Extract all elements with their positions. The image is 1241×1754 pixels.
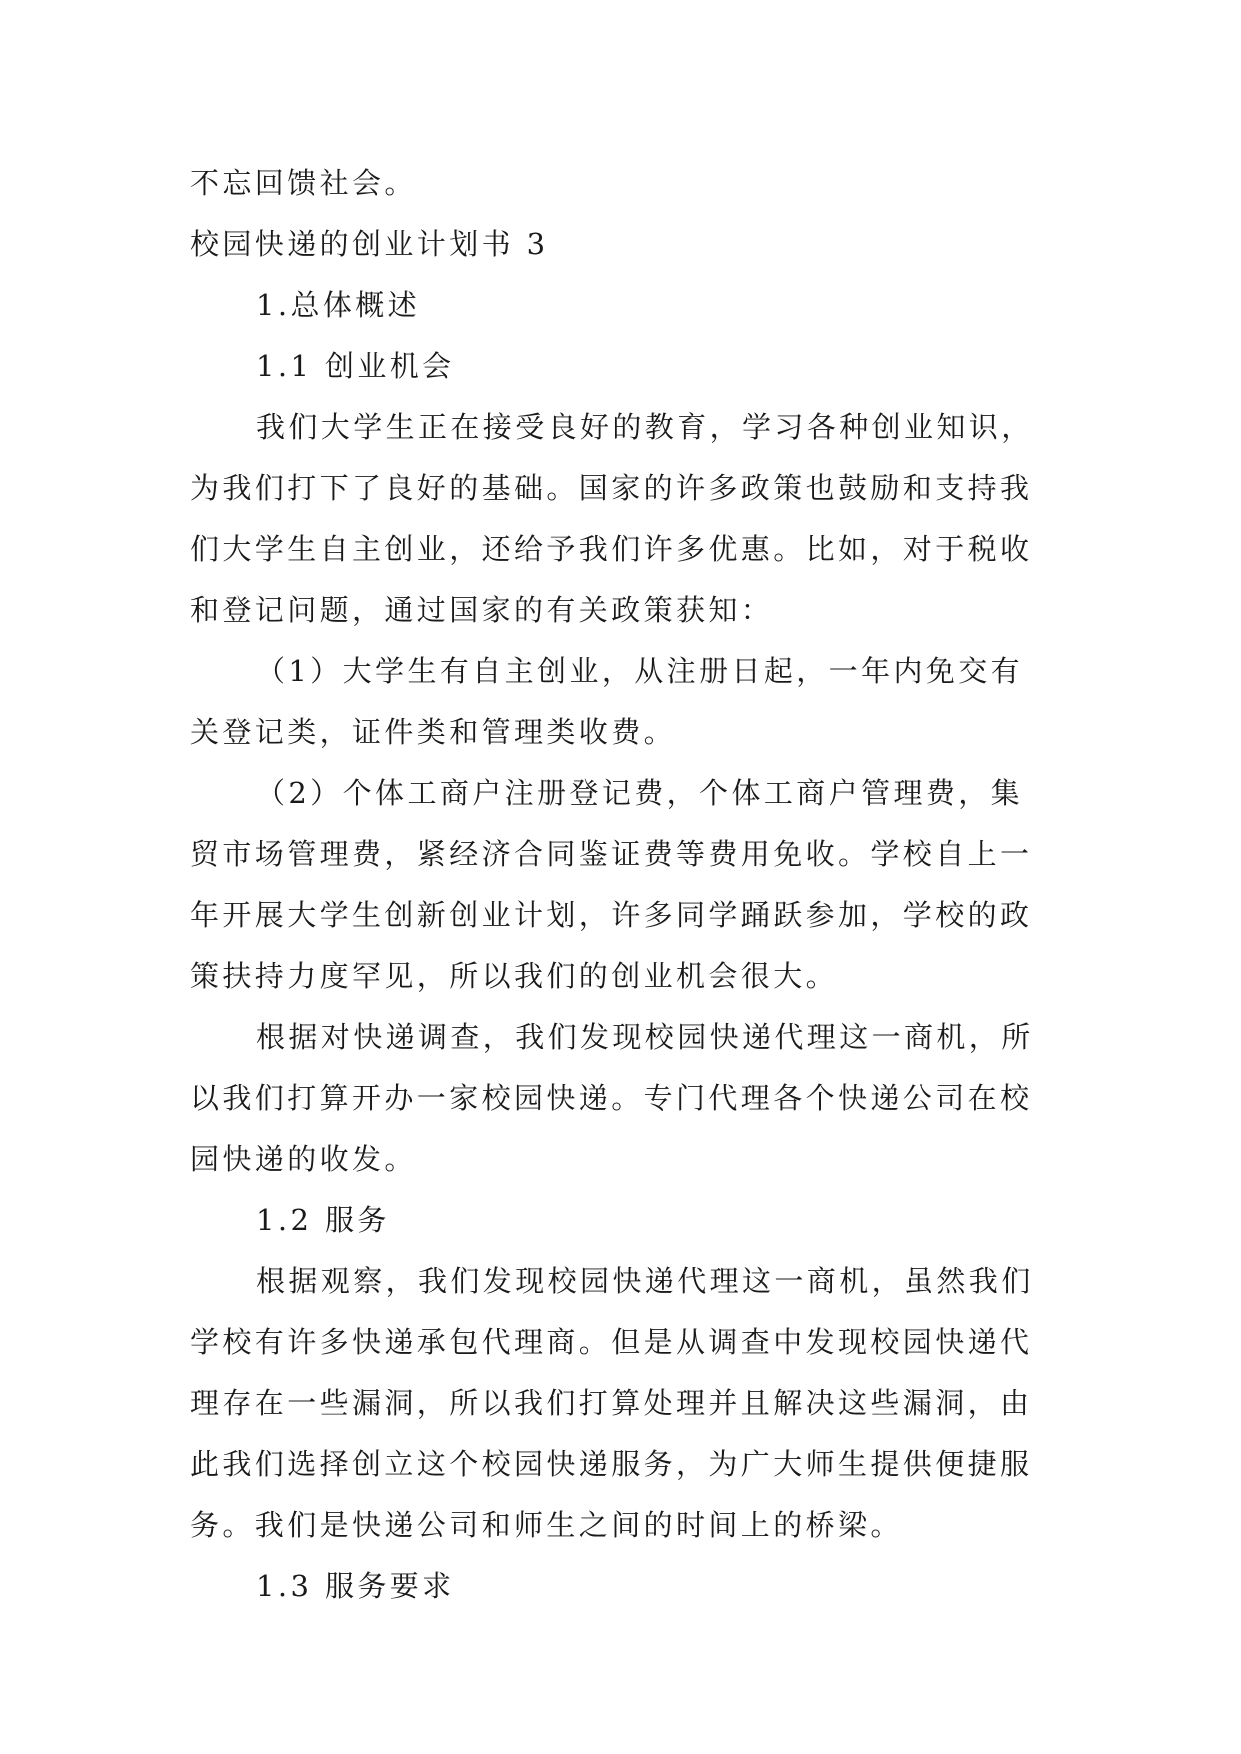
section-title: 校园快递的创业计划书 3 — [190, 227, 549, 261]
list-item-line: 贸市场管理费，紧经济合同鉴证费等费用免收。学校自上一 — [190, 837, 1033, 871]
text-line: 不忘回馈社会。 — [190, 166, 417, 200]
paragraph-line: 根据对快递调查，我们发现校园快递代理这一商机，所 — [256, 1020, 1034, 1054]
paragraph-line: 以我们打算开办一家校园快递。专门代理各个快递公司在校 — [190, 1081, 1033, 1115]
list-item-line: 策扶持力度罕见，所以我们的创业机会很大。 — [190, 959, 839, 993]
paragraph-line: 园快递的收发。 — [190, 1142, 417, 1176]
heading-opportunity: 1.1 创业机会 — [256, 349, 455, 383]
paragraph-line: 学校有许多快递承包代理商。但是从调查中发现校园快递代 — [190, 1325, 1033, 1359]
paragraph-line: 务。我们是快递公司和师生之间的时间上的桥梁。 — [190, 1508, 903, 1542]
heading-overview: 1.总体概述 — [256, 288, 421, 322]
paragraph-line: 我们大学生正在接受良好的教育，学习各种创业知识， — [256, 410, 1034, 444]
paragraph-line: 和登记问题，通过国家的有关政策获知： — [190, 593, 774, 627]
list-item-line: 关登记类，证件类和管理类收费。 — [190, 715, 677, 749]
paragraph-line: 根据观察，我们发现校园快递代理这一商机，虽然我们 — [256, 1264, 1034, 1298]
heading-service-requirements: 1.3 服务要求 — [256, 1569, 455, 1603]
paragraph-line: 理存在一些漏洞，所以我们打算处理并且解决这些漏洞，由 — [190, 1386, 1033, 1420]
document-body — [190, 153, 1060, 1617]
heading-service: 1.2 服务 — [256, 1203, 390, 1237]
list-item-line: 年开展大学生创新创业计划，许多同学踊跃参加，学校的政 — [190, 898, 1033, 932]
list-item-line: （2）个体工商户注册登记费，个体工商户管理费，集 — [256, 776, 1024, 810]
paragraph-line: 此我们选择创立这个校园快递服务，为广大师生提供便捷服 — [190, 1447, 1033, 1481]
paragraph-line: 们大学生自主创业，还给予我们许多优惠。比如，对于税收 — [190, 532, 1033, 566]
list-item-line: （1）大学生有自主创业，从注册日起，一年内免交有 — [256, 654, 1024, 688]
paragraph-line: 为我们打下了良好的基础。国家的许多政策也鼓励和支持我 — [190, 471, 1033, 505]
